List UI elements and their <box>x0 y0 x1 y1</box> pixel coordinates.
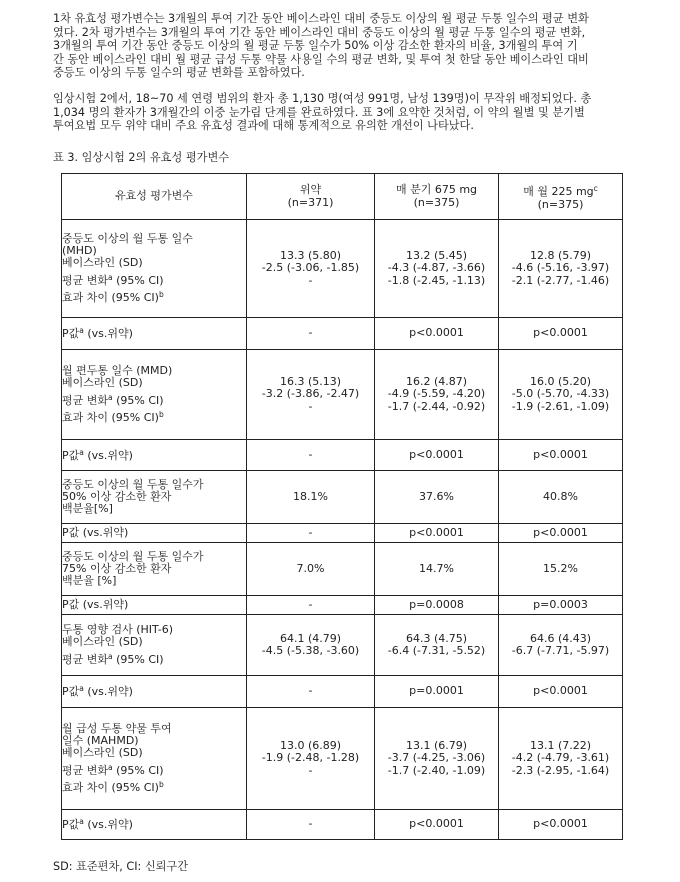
resp75-quarterly: 14.7% <box>375 543 499 596</box>
mhd-monthly: 12.8 (5.79) -4.6 (-5.16, -3.97) -2.1 (-2.77, -1.46) <box>499 220 623 318</box>
table-row-mahmd <box>62 708 623 810</box>
mhd-p-placebo: - <box>247 318 375 350</box>
mmd-quarterly: 16.2 (4.87) -4.9 (-5.59, -4.20) -1.7 (-2.44, -0.92) <box>375 350 499 440</box>
table-row-resp50 <box>62 471 623 524</box>
mhd-label: 중등도 이상의 월 두통 일수 (MHD) 베이스라인 (SD) 평균 변화$^a$ (95% CI) 효과 차이 (95% CI)$^b$ <box>62 220 247 318</box>
mahmd-placebo: 13.0 (6.89) -1.9 (-2.48, -1.28) - <box>247 708 375 810</box>
mhd-p-quarterly: p<0.0001 <box>375 318 499 350</box>
efficacy-table <box>61 173 623 840</box>
hit6-p-quarterly: p=0.0001 <box>375 676 499 708</box>
table-row-resp50-p <box>62 524 623 543</box>
resp75-p-monthly: p=0.0003 <box>499 596 623 615</box>
resp50-label: 중등도 이상의 월 두통 일수가 50% 이상 감소한 환자 백분율[%] <box>62 471 247 524</box>
mhd-placebo: 13.3 (5.80) -2.5 (-3.06, -1.85) - <box>247 220 375 318</box>
hit6-quarterly: 64.3 (4.75) -6.4 (-7.31, -5.52) <box>375 615 499 676</box>
mahmd-label: 월 급성 두통 약물 투여 일수 (MAHMD) 베이스라인 (SD) 평균 변화$^a$ (95% CI) 효과 차이 (95% CI)$^b$ <box>62 708 247 810</box>
resp50-p-monthly: p<0.0001 <box>499 524 623 543</box>
table-caption: 표 3. 임상시험 2의 유효성 평가변수 <box>53 151 230 164</box>
mahmd-monthly: 13.1 (7.22) -4.2 (-4.79, -3.61) -2.3 (-2.95, -1.64) <box>499 708 623 810</box>
hit6-label: 두통 영향 검사 (HIT-6) 베이스라인 (SD) 평균 변화$^a$ (95% CI) <box>62 615 247 676</box>
resp75-monthly: 15.2% <box>499 543 623 596</box>
hit6-p-label: P값$^a$ (vs.위약) <box>62 676 247 708</box>
mahmd-quarterly: 13.1 (6.79) -3.7 (-4.25, -3.06) -1.7 (-2.40, -1.09) <box>375 708 499 810</box>
resp75-p-label: P값 (vs.위약) <box>62 596 247 615</box>
mahmd-p-monthly: p<0.0001 <box>499 810 623 840</box>
header-placebo: 위약 (n=371) <box>247 174 375 220</box>
table-header-row <box>62 174 623 220</box>
mmd-monthly: 16.0 (5.20) -5.0 (-5.70, -4.33) -1.9 (-2.61, -1.09) <box>499 350 623 440</box>
resp75-label: 중등도 이상의 월 두통 일수가 75% 이상 감소한 환자 백분율 [%] <box>62 543 247 596</box>
mhd-quarterly: 13.2 (5.45) -4.3 (-4.87, -3.66) -1.8 (-2.45, -1.13) <box>375 220 499 318</box>
mmd-label: 월 편두통 일수 (MMD) 베이스라인 (SD) 평균 변화$^a$ (95% CI) 효과 차이 (95% CI)$^b$ <box>62 350 247 440</box>
resp50-p-label: P값 (vs.위약) <box>62 524 247 543</box>
mhd-p-label: P값$^a$ (vs.위약) <box>62 318 247 350</box>
mahmd-p-placebo: - <box>247 810 375 840</box>
mahmd-p-quarterly: p<0.0001 <box>375 810 499 840</box>
mhd-p-monthly: p<0.0001 <box>499 318 623 350</box>
resp75-p-quarterly: p=0.0008 <box>375 596 499 615</box>
mmd-p-quarterly: p<0.0001 <box>375 440 499 471</box>
resp50-p-placebo: - <box>247 524 375 543</box>
header-endpoint: 유효성 평가변수 <box>62 174 247 220</box>
hit6-p-placebo: - <box>247 676 375 708</box>
intro-paragraph-endpoints: 1차 유효성 평가변수는 3개월의 투여 기간 동안 베이스라인 대비 중등도 이상의 월 평균 두통 일수의 평균 변화 였다. 2차 평가변수는 3개월의 투여 기간 동안 베이스라인 대비 중등도 이상의 월 평균 두통 일수의 평균 변화, 3개월의 투여 기간 동안 중등도 이상의 월 평균 두통 일수가 50% 이상 감소한 환자의 비율, 3개월의 투여 기 간 동안 베이스라인 대비 월 평균 급성 두통 약물 사용일 수의 평균 변화, 및 투여 첫 한달 동안 베이스라인 대비 중등도 이상의 두통 일수의 평균 변화를 포함하였다. <box>53 12 589 80</box>
mmd-p-placebo: - <box>247 440 375 471</box>
mmd-p-monthly: p<0.0001 <box>499 440 623 471</box>
header-quarterly: 매 분기 675 mg (n=375) <box>375 174 499 220</box>
resp50-monthly: 40.8% <box>499 471 623 524</box>
mahmd-p-label: P값$^a$ (vs.위약) <box>62 810 247 840</box>
header-monthly: 매 월 225 $mg^c$ (n=375) <box>499 174 623 220</box>
table-row-mhd <box>62 220 623 318</box>
resp75-placebo: 7.0% <box>247 543 375 596</box>
resp50-quarterly: 37.6% <box>375 471 499 524</box>
table-row-mhd-p <box>62 318 623 350</box>
resp50-p-quarterly: p<0.0001 <box>375 524 499 543</box>
table-row-mmd <box>62 350 623 440</box>
table-row-hit6 <box>62 615 623 676</box>
hit6-monthly: 64.6 (4.43) -6.7 (-7.71, -5.97) <box>499 615 623 676</box>
table-row-resp75-p <box>62 596 623 615</box>
hit6-placebo: 64.1 (4.79) -4.5 (-5.38, -3.60) <box>247 615 375 676</box>
intro-paragraph-trial: 임상시험 2에서, 18~70 세 연령 범위의 환자 총 1,130 명(여성 991명, 남성 139명)이 무작위 배정되었다. 총 1,034 명의 환자가 3개월간의 이중 눈가림 단계를 완료하였다. 표 3에 요약한 것처럼, 이 약의 월별 및 분기별 투여요법 모두 위약 대비 주요 유효성 결과에 대해 통계적으로 유의한 개선이 나타났다. <box>53 92 592 133</box>
table-row-resp75 <box>62 543 623 596</box>
table-row-mahmd-p <box>62 810 623 840</box>
mmd-placebo: 16.3 (5.13) -3.2 (-3.86, -2.47) - <box>247 350 375 440</box>
resp75-p-placebo: - <box>247 596 375 615</box>
resp50-placebo: 18.1% <box>247 471 375 524</box>
table-footnote: SD: 표준편차, CI: 신뢰구간 <box>53 860 189 873</box>
table-row-hit6-p <box>62 676 623 708</box>
table-row-mmd-p <box>62 440 623 471</box>
hit6-p-monthly: p<0.0001 <box>499 676 623 708</box>
mmd-p-label: P값$^a$ (vs.위약) <box>62 440 247 471</box>
